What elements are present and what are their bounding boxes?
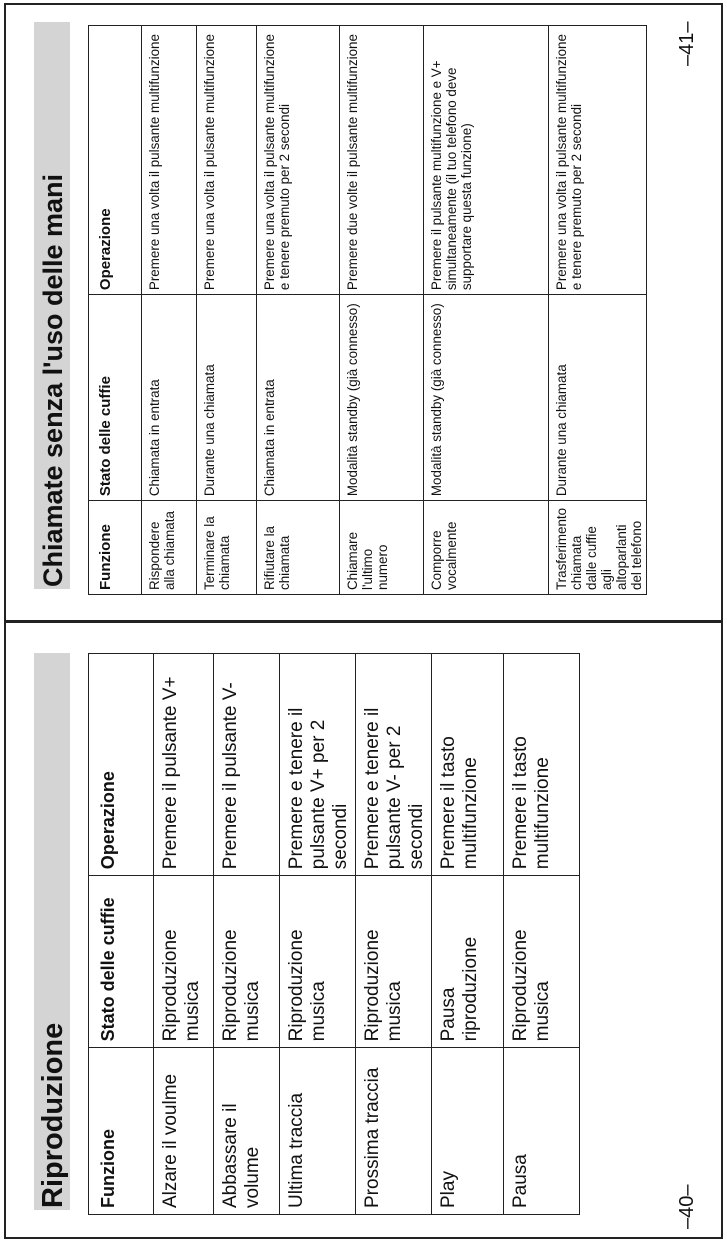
table-row <box>197 26 257 595</box>
cell-operazione: Premere il pulsante multifunzione e V+ simultaneamente (il tuo telefono deve supportare questa funzione) <box>424 26 549 295</box>
cell-operazione: Premere una volta il pulsante multifunzione e tenere premuto per 2 secondi <box>257 26 340 295</box>
cell-stato: Riproduzione musica <box>356 876 432 1048</box>
cell-stato: Modalità standby (già connesso) <box>424 295 549 501</box>
table-row <box>142 26 197 595</box>
cell-operazione: Premere e tenere il pulsante V+ per 2 secondi <box>280 654 356 876</box>
table-row <box>549 26 647 595</box>
cell-stato: Durante una chiamata <box>197 295 257 501</box>
playback-table <box>88 653 580 1215</box>
header-operazione: Operazione <box>89 654 154 876</box>
playback-title: Riproduzione <box>34 653 70 1210</box>
table-row <box>432 654 504 1215</box>
cell-stato: Pausa riproduzione <box>432 876 504 1048</box>
cell-funzione: Terminare la chiamata <box>197 501 257 595</box>
handsfree-title: Chiamate senza l'uso delle mani <box>34 22 70 589</box>
cell-stato: Chiamata in entrata <box>142 295 197 501</box>
page-40 <box>0 623 727 1243</box>
cell-funzione: Comporre vocalmente <box>424 501 549 595</box>
cell-funzione: Rispondere alla chiamata <box>142 501 197 595</box>
cell-funzione: Alzare il voulme <box>154 1048 214 1215</box>
table-row <box>154 654 214 1215</box>
table-header-row <box>89 26 142 595</box>
cell-funzione: Ultima traccia <box>280 1048 356 1215</box>
handsfree-table <box>88 25 647 595</box>
cell-stato: Riproduzione musica <box>504 876 580 1048</box>
cell-operazione: Premere il tasto multifunzione <box>432 654 504 876</box>
page-41 <box>0 0 727 620</box>
table-row <box>424 26 549 595</box>
cell-funzione: Chiamare l'ultimo numero <box>340 501 424 595</box>
table-row <box>214 654 280 1215</box>
cell-stato: Chiamata in entrata <box>257 295 340 501</box>
header-stato: Stato delle cuffie <box>89 295 142 501</box>
table-row <box>280 654 356 1215</box>
cell-operazione: Premere due volte il pulsante multifunzione <box>340 26 424 295</box>
header-stato: Stato delle cuffie <box>89 876 154 1048</box>
cell-funzione: Play <box>432 1048 504 1215</box>
table-header-row <box>89 654 154 1215</box>
table-row <box>504 654 580 1215</box>
page-number-41: –41– <box>676 21 698 66</box>
header-operazione: Operazione <box>89 26 142 295</box>
cell-operazione: Premere una volta il pulsante multifunzione e tenere premuto per 2 secondi <box>549 26 647 295</box>
header-funzione: Funzione <box>89 1048 154 1215</box>
cell-funzione: Prossima traccia <box>356 1048 432 1215</box>
table-row <box>356 654 432 1215</box>
cell-operazione: Premere una volta il pulsante multifunzione <box>142 26 197 295</box>
cell-operazione: Premere il tasto multifunzione <box>504 654 580 876</box>
cell-operazione: Premere una volta il pulsante multifunzione <box>197 26 257 295</box>
cell-operazione: Premere e tenere il pulsante V- per 2 secondi <box>356 654 432 876</box>
cell-funzione: Rifiutare la chiamata <box>257 501 340 595</box>
table-row <box>340 26 424 595</box>
cell-stato: Riproduzione musica <box>214 876 280 1048</box>
cell-operazione: Premere il pulsante V+ <box>154 654 214 876</box>
page-number-40: –40– <box>676 1184 698 1229</box>
cell-funzione: Trasferimento chiamata dalle cuffie agli altoparlanti del telefono <box>549 501 647 595</box>
header-funzione: Funzione <box>89 501 142 595</box>
cell-funzione: Pausa <box>504 1048 580 1215</box>
cell-stato: Riproduzione musica <box>154 876 214 1048</box>
cell-operazione: Premere il pulsante V- <box>214 654 280 876</box>
table-row <box>257 26 340 595</box>
cell-stato: Modalità standby (già connesso) <box>340 295 424 501</box>
cell-funzione: Abbassare il volume <box>214 1048 280 1215</box>
cell-stato: Durante una chiamata <box>549 295 647 501</box>
cell-stato: Riproduzione musica <box>280 876 356 1048</box>
